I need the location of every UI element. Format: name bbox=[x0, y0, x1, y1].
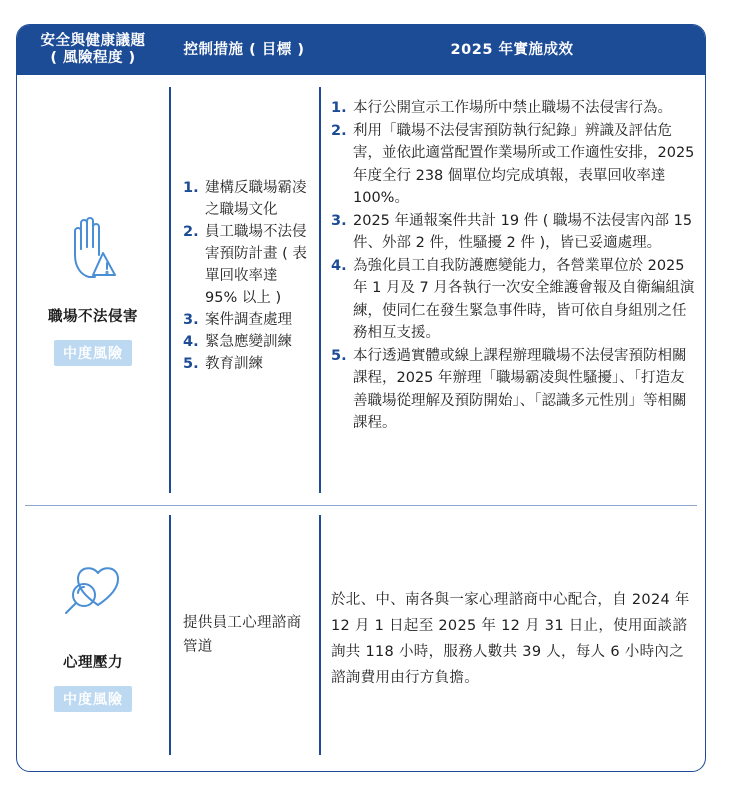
divider-v bbox=[319, 87, 321, 493]
results-harassment bbox=[331, 97, 697, 435]
list-text: 建構反職場霸凌之職場文化 bbox=[205, 180, 307, 218]
list-text: 員工職場不法侵害預防計畫 ( 表單回收率達 95% 以上 ) bbox=[205, 224, 307, 306]
list-item bbox=[331, 345, 697, 435]
table-header bbox=[17, 25, 705, 75]
list-number: 1. bbox=[183, 180, 199, 196]
list-item bbox=[331, 97, 697, 120]
row-divider bbox=[25, 505, 697, 506]
risk-cell-stress bbox=[17, 563, 169, 712]
list-number: 5. bbox=[183, 356, 199, 372]
hand-warning-icon bbox=[65, 215, 121, 285]
list-number: 4. bbox=[183, 334, 199, 350]
risk-name: 心理壓力 bbox=[63, 655, 123, 671]
header-measures: 控制措施 ( 目標 ) bbox=[183, 41, 305, 58]
list-number: 2. bbox=[331, 122, 347, 139]
list-number: 2. bbox=[183, 224, 199, 240]
list-item bbox=[331, 120, 697, 210]
divider-v bbox=[319, 515, 321, 755]
list-item bbox=[183, 221, 309, 309]
risk-cell-harassment bbox=[17, 215, 169, 366]
header-results: 2025 年實施成效 bbox=[450, 41, 574, 58]
header-issue-line1: 安全與健康議題 bbox=[40, 33, 146, 49]
measure-stress: 提供員工心理諮商管道 bbox=[183, 615, 302, 655]
list-item bbox=[183, 309, 309, 331]
list-text: 教育訓練 bbox=[205, 356, 263, 372]
divider-v bbox=[169, 87, 171, 493]
list-number: 5. bbox=[331, 347, 347, 364]
measures-harassment bbox=[183, 177, 309, 375]
list-text: 案件調查處理 bbox=[205, 312, 292, 328]
list-number: 3. bbox=[183, 312, 199, 328]
list-number: 3. bbox=[331, 212, 347, 229]
list-text: 利用「職場不法侵害預防執行紀錄」辨識及評估危害，並依此適當配置作業場所或工作適性安排，2025 年度全行 238 個單位均完成填報，表單回收率達 100%。 bbox=[353, 122, 695, 206]
list-text: 為強化員工自我防護應變能力，各營業單位於 2025 年 1 月及 7 月各執行一次安全維護會報及自衛編組演練，使同仁在發生緊急事件時，皆可依自身組別之任務相互支援。 bbox=[353, 257, 695, 341]
results-list bbox=[331, 97, 697, 435]
heart-magnifier-icon bbox=[58, 563, 128, 625]
risk-name: 職場不法侵害 bbox=[48, 309, 138, 325]
safety-health-table bbox=[16, 24, 706, 772]
header-issue-line2: ( 風險程度 ) bbox=[50, 50, 136, 66]
list-text: 本行公開宣示工作場所中禁止職場不法侵害行為。 bbox=[353, 100, 672, 116]
header-issue bbox=[17, 25, 169, 75]
list-text: 緊急應變訓練 bbox=[205, 334, 292, 350]
list-text: 本行透過實體或線上課程辦理職場不法侵害預防相關課程，2025 年辦理「職場霸凌與性騷擾」、「打造友善職場從理解及預防開始」、「認識多元性別」等相關課程。 bbox=[353, 347, 687, 431]
list-item bbox=[331, 210, 697, 255]
list-number: 1. bbox=[331, 100, 347, 116]
list-item bbox=[183, 353, 309, 375]
list-number: 4. bbox=[331, 257, 347, 274]
list-item bbox=[183, 331, 309, 353]
divider-v bbox=[169, 515, 171, 755]
measures-list bbox=[183, 177, 309, 375]
risk-level-badge: 中度風險 bbox=[54, 686, 132, 712]
result-stress: 於北、中、南各與一家心理諮商中心配合，自 2024 年 12 月 1 日起至 2025 年 12 月 31 日止，使用面談諮詢共 118 小時，服務人數共 39 人，每人 6 小時內之諮詢費用由行方負擔。 bbox=[331, 592, 690, 686]
risk-level-badge: 中度風險 bbox=[54, 340, 132, 366]
list-item bbox=[183, 177, 309, 221]
list-text: 2025 年通報案件共計 19 件 ( 職場不法侵害內部 15 件、外部 2 件，性騷擾 2 件 )，皆已妥適處理。 bbox=[353, 212, 693, 251]
list-item bbox=[331, 255, 697, 345]
